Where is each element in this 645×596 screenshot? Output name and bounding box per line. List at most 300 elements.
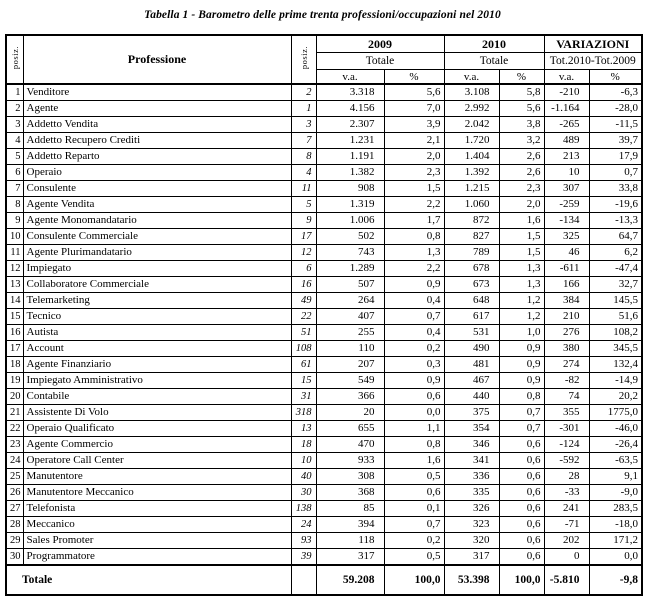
va-2010-cell: 872 [444, 213, 499, 229]
pct-2010-cell: 1,0 [499, 325, 544, 341]
rank-2010-cell: 7 [6, 181, 23, 197]
rank-2009-cell: 1 [291, 101, 316, 117]
rank-2009-cell: 138 [291, 501, 316, 517]
rank-2009-cell: 15 [291, 373, 316, 389]
rank-2010-cell: 15 [6, 309, 23, 325]
rank-2010-cell: 24 [6, 453, 23, 469]
rank-2010-cell: 11 [6, 245, 23, 261]
va-2010-cell: 346 [444, 437, 499, 453]
total-2010-header: Totale [444, 53, 544, 70]
rank-2010-cell: 3 [6, 117, 23, 133]
profession-cell: Account [23, 341, 291, 357]
profession-cell: Agente Finanziario [23, 357, 291, 373]
rank-2009-cell: 22 [291, 309, 316, 325]
va-variation-cell: 325 [544, 229, 589, 245]
pct-variation-cell: -9,0 [589, 485, 642, 501]
pct-variation-cell: -19,6 [589, 197, 642, 213]
table-caption: Tabella 1 - Barometro delle prime trenta professioni/occupazioni nel 2010 [144, 9, 501, 21]
rank-2009-cell: 61 [291, 357, 316, 373]
profession-cell: Assistente Di Volo [23, 405, 291, 421]
va-2010-cell: 320 [444, 533, 499, 549]
profession-cell: Impiegato [23, 261, 291, 277]
pct-2009-cell: 7,0 [384, 101, 444, 117]
table-row [6, 229, 642, 245]
total-2009-header: Totale [316, 53, 444, 70]
pct-2009-cell: 2,2 [384, 197, 444, 213]
pct-2009-cell: 0,1 [384, 501, 444, 517]
pct-variation-cell: 17,9 [589, 149, 642, 165]
va-variation-cell: -259 [544, 197, 589, 213]
rank-2009-cell: 4 [291, 165, 316, 181]
table-row [6, 421, 642, 437]
va-2010-cell: 1.392 [444, 165, 499, 181]
pct-2009-cell: 3,9 [384, 117, 444, 133]
va-2009-cell: 1.191 [316, 149, 384, 165]
table-footer [6, 565, 642, 595]
va-2010-cell: 1.060 [444, 197, 499, 213]
rank-2009-cell: 10 [291, 453, 316, 469]
va-2010-cell: 2.042 [444, 117, 499, 133]
pct-2009-cell: 2,0 [384, 149, 444, 165]
profession-column-header: Professione [23, 35, 291, 84]
rank-2009-cell: 5 [291, 197, 316, 213]
pct-2010-cell: 3,8 [499, 117, 544, 133]
va-variation-cell: -210 [544, 84, 589, 101]
pct-2009-cell: 5,6 [384, 84, 444, 101]
table-row [6, 181, 642, 197]
va-variation-cell: 384 [544, 293, 589, 309]
table-row [6, 325, 642, 341]
rank-2009-cell: 16 [291, 277, 316, 293]
rank-2009-cell: 13 [291, 421, 316, 437]
pct-2010-cell: 0,6 [499, 517, 544, 533]
pct-2009-cell: 1,3 [384, 245, 444, 261]
va-2009-cell: 1.231 [316, 133, 384, 149]
pct-2010-cell: 2,3 [499, 181, 544, 197]
total-pct-2009-cell: 100,0 [384, 565, 444, 595]
rank-2010-cell: 1 [6, 84, 23, 101]
table-row [6, 101, 642, 117]
rank-2010-cell: 17 [6, 341, 23, 357]
rank-2010-cell: 18 [6, 357, 23, 373]
pct-2010-cell: 1,2 [499, 293, 544, 309]
pct-2010-cell: 0,7 [499, 405, 544, 421]
pct-variation-cell: 64,7 [589, 229, 642, 245]
pct-2009-cell: 0,2 [384, 341, 444, 357]
va-variation-cell: -592 [544, 453, 589, 469]
rank-2010-cell: 27 [6, 501, 23, 517]
pct-variation-cell: 0,0 [589, 549, 642, 566]
rank-2010-cell: 8 [6, 197, 23, 213]
table-row [6, 133, 642, 149]
total-va-2009-cell: 59.208 [316, 565, 384, 595]
va-variation-cell: 166 [544, 277, 589, 293]
rank-2009-cell: 40 [291, 469, 316, 485]
pct-variation-cell: 171,2 [589, 533, 642, 549]
rank-2010-cell: 29 [6, 533, 23, 549]
table-row [6, 277, 642, 293]
rank-2010-cell: 10 [6, 229, 23, 245]
profession-cell: Agente Vendita [23, 197, 291, 213]
pct-2010-cell: 1,2 [499, 309, 544, 325]
va-2009-cell: 655 [316, 421, 384, 437]
rank-2010-cell: 4 [6, 133, 23, 149]
rank-2009-cell: 12 [291, 245, 316, 261]
va-2010-cell: 317 [444, 549, 499, 566]
va-2009-cell: 118 [316, 533, 384, 549]
rank-2010-cell: 5 [6, 149, 23, 165]
variations-sub-header: Tot.2010-Tot.2009 [544, 53, 642, 70]
pct-variation-cell: 6,2 [589, 245, 642, 261]
rank-2009-cell: 51 [291, 325, 316, 341]
pct-variation-cell: -13,3 [589, 213, 642, 229]
va-variation-cell: -611 [544, 261, 589, 277]
va-2009-cell: 20 [316, 405, 384, 421]
table-row [6, 389, 642, 405]
va-variation-cell: 241 [544, 501, 589, 517]
rank-2010-cell: 16 [6, 325, 23, 341]
rank-2010-cell: 21 [6, 405, 23, 421]
va-2009-cell: 2.307 [316, 117, 384, 133]
va-2009-cell: 1.319 [316, 197, 384, 213]
rank-2009-cell: 6 [291, 261, 316, 277]
profession-cell: Manutentore [23, 469, 291, 485]
va-2009-cell: 255 [316, 325, 384, 341]
pct-2010-cell: 5,8 [499, 84, 544, 101]
va-2010-cell: 490 [444, 341, 499, 357]
va-2010-cell: 531 [444, 325, 499, 341]
va-2010-cell: 678 [444, 261, 499, 277]
pct-variation-cell: -46,0 [589, 421, 642, 437]
va-variation-cell: 210 [544, 309, 589, 325]
va-variation-header: v.a. [544, 70, 589, 85]
pct-2009-cell: 0,3 [384, 357, 444, 373]
va-2009-cell: 1.006 [316, 213, 384, 229]
profession-cell: Autista [23, 325, 291, 341]
pct-variation-cell: 51,6 [589, 309, 642, 325]
pct-variation-cell: 1775,0 [589, 405, 642, 421]
pct-2009-cell: 1,7 [384, 213, 444, 229]
rank-2009-column-header: posiz. [291, 35, 316, 84]
va-variation-cell: -82 [544, 373, 589, 389]
pct-2009-cell: 0,4 [384, 325, 444, 341]
va-variation-cell: -1.164 [544, 101, 589, 117]
table-row [6, 437, 642, 453]
rank-2010-cell: 12 [6, 261, 23, 277]
profession-cell: Collaboratore Commerciale [23, 277, 291, 293]
va-2009-cell: 933 [316, 453, 384, 469]
total-pct-variation-cell: -9,8 [589, 565, 642, 595]
va-variation-cell: -134 [544, 213, 589, 229]
pct-2010-cell: 0,7 [499, 421, 544, 437]
va-variation-cell: 202 [544, 533, 589, 549]
table-row [6, 261, 642, 277]
pct-variation-cell: 145,5 [589, 293, 642, 309]
va-2010-cell: 335 [444, 485, 499, 501]
table-header [6, 35, 642, 84]
rank-2010-cell: 23 [6, 437, 23, 453]
pct-variation-cell: 108,2 [589, 325, 642, 341]
pct-2009-cell: 0,9 [384, 277, 444, 293]
pct-2010-cell: 0,6 [499, 501, 544, 517]
pct-variation-cell: -18,0 [589, 517, 642, 533]
pct-2009-cell: 1,5 [384, 181, 444, 197]
va-variation-cell: 380 [544, 341, 589, 357]
profession-cell: Agente Commercio [23, 437, 291, 453]
pct-2009-cell: 0,6 [384, 485, 444, 501]
table-row [6, 533, 642, 549]
pct-variation-cell: 33,8 [589, 181, 642, 197]
rank-2010-cell: 22 [6, 421, 23, 437]
pct-2010-cell: 2,6 [499, 165, 544, 181]
table-row [6, 341, 642, 357]
va-2009-cell: 3.318 [316, 84, 384, 101]
va-2010-cell: 354 [444, 421, 499, 437]
va-2010-cell: 1.215 [444, 181, 499, 197]
va-2010-cell: 3.108 [444, 84, 499, 101]
rank-2009-cell: 24 [291, 517, 316, 533]
rank-2009-cell: 30 [291, 485, 316, 501]
table-row [6, 197, 642, 213]
pct-2010-cell: 1,3 [499, 277, 544, 293]
pct-2009-cell: 2,2 [384, 261, 444, 277]
profession-cell: Operaio [23, 165, 291, 181]
table-row [6, 84, 642, 101]
profession-cell: Agente Plurimandatario [23, 245, 291, 261]
profession-cell: Consulente [23, 181, 291, 197]
rank-2010-cell: 6 [6, 165, 23, 181]
table-row [6, 309, 642, 325]
profession-cell: Operaio Qualificato [23, 421, 291, 437]
pct-2010-cell: 1,5 [499, 229, 544, 245]
va-variation-cell: 355 [544, 405, 589, 421]
table-row [6, 485, 642, 501]
va-variation-cell: 28 [544, 469, 589, 485]
rank-2010-cell: 9 [6, 213, 23, 229]
table-body [6, 84, 642, 565]
va-variation-cell: -33 [544, 485, 589, 501]
pct-variation-cell: -26,4 [589, 437, 642, 453]
va-variation-cell: 74 [544, 389, 589, 405]
pct-2010-cell: 0,6 [499, 469, 544, 485]
profession-cell: Tecnico [23, 309, 291, 325]
pct-2010-cell: 0,6 [499, 549, 544, 566]
rank-2009-cell: 18 [291, 437, 316, 453]
table-row [6, 405, 642, 421]
va-2010-cell: 789 [444, 245, 499, 261]
pct-2009-cell: 0,7 [384, 517, 444, 533]
pct-2010-cell: 2,0 [499, 197, 544, 213]
rank-2009-cell: 2 [291, 84, 316, 101]
rank-2009-cell: 318 [291, 405, 316, 421]
va-2010-cell: 336 [444, 469, 499, 485]
pct-variation-cell: 20,2 [589, 389, 642, 405]
pct-2010-cell: 0,6 [499, 453, 544, 469]
pct-2010-cell: 5,6 [499, 101, 544, 117]
va-2009-cell: 470 [316, 437, 384, 453]
table-row [6, 373, 642, 389]
rank-2010-cell: 20 [6, 389, 23, 405]
rank-2010-cell: 19 [6, 373, 23, 389]
va-2010-cell: 2.992 [444, 101, 499, 117]
va-2010-cell: 617 [444, 309, 499, 325]
va-variation-cell: 213 [544, 149, 589, 165]
profession-cell: Venditore [23, 84, 291, 101]
pct-variation-cell: 132,4 [589, 357, 642, 373]
table-row [6, 453, 642, 469]
va-variation-cell: 489 [544, 133, 589, 149]
total-label: Totale [6, 565, 291, 595]
table-row [6, 469, 642, 485]
rank-2009-cell: 93 [291, 533, 316, 549]
pct-2009-header: % [384, 70, 444, 85]
va-2010-cell: 673 [444, 277, 499, 293]
va-2010-cell: 467 [444, 373, 499, 389]
professions-barometer-table [5, 34, 643, 596]
pct-2009-cell: 0,8 [384, 437, 444, 453]
profession-cell: Meccanico [23, 517, 291, 533]
pct-2010-cell: 0,6 [499, 533, 544, 549]
va-variation-cell: 274 [544, 357, 589, 373]
table-row [6, 149, 642, 165]
va-variation-cell: -265 [544, 117, 589, 133]
rank-2010-cell: 13 [6, 277, 23, 293]
pct-2010-cell: 0,9 [499, 373, 544, 389]
va-2010-cell: 648 [444, 293, 499, 309]
profession-cell: Agente Monomandatario [23, 213, 291, 229]
profession-cell: Addetto Reparto [23, 149, 291, 165]
pct-variation-cell: -14,9 [589, 373, 642, 389]
rank-2009-cell: 31 [291, 389, 316, 405]
pct-variation-cell: 283,5 [589, 501, 642, 517]
va-2010-cell: 1.404 [444, 149, 499, 165]
profession-cell: Impiegato Amministrativo [23, 373, 291, 389]
rank-2009-cell: 49 [291, 293, 316, 309]
va-2010-cell: 323 [444, 517, 499, 533]
va-variation-cell: -301 [544, 421, 589, 437]
rank-2009-cell: 9 [291, 213, 316, 229]
rank-2010-cell: 30 [6, 549, 23, 566]
pct-2009-cell: 0,2 [384, 533, 444, 549]
total-pct-2010-cell: 100,0 [499, 565, 544, 595]
va-2010-cell: 1.720 [444, 133, 499, 149]
pct-2009-cell: 2,3 [384, 165, 444, 181]
va-2009-cell: 502 [316, 229, 384, 245]
va-variation-cell: -124 [544, 437, 589, 453]
pct-2010-cell: 1,3 [499, 261, 544, 277]
pct-variation-cell: -6,3 [589, 84, 642, 101]
va-2009-cell: 4.156 [316, 101, 384, 117]
va-2010-cell: 481 [444, 357, 499, 373]
pct-2009-cell: 0,4 [384, 293, 444, 309]
pct-variation-cell: 9,1 [589, 469, 642, 485]
va-2009-cell: 264 [316, 293, 384, 309]
rank-2009-cell: 108 [291, 341, 316, 357]
va-2009-cell: 743 [316, 245, 384, 261]
table-row [6, 517, 642, 533]
pct-variation-cell: 32,7 [589, 277, 642, 293]
rank-2010-cell: 25 [6, 469, 23, 485]
rank-2009-cell: 17 [291, 229, 316, 245]
profession-cell: Sales Promoter [23, 533, 291, 549]
profession-cell: Telemarketing [23, 293, 291, 309]
total-va-variation-cell: -5.810 [544, 565, 589, 595]
variations-group-header: VARIAZIONI [544, 35, 642, 53]
pct-variation-cell: -11,5 [589, 117, 642, 133]
table-row [6, 213, 642, 229]
va-2009-cell: 308 [316, 469, 384, 485]
va-2010-cell: 341 [444, 453, 499, 469]
rank-2009-cell: 3 [291, 117, 316, 133]
profession-cell: Contabile [23, 389, 291, 405]
va-2009-cell: 1.289 [316, 261, 384, 277]
va-variation-cell: -71 [544, 517, 589, 533]
va-2010-header: v.a. [444, 70, 499, 85]
va-2010-cell: 440 [444, 389, 499, 405]
va-2009-cell: 507 [316, 277, 384, 293]
va-2009-cell: 407 [316, 309, 384, 325]
year-2010-group-header: 2010 [444, 35, 544, 53]
pct-variation-cell: -28,0 [589, 101, 642, 117]
va-variation-cell: 276 [544, 325, 589, 341]
pct-2010-header: % [499, 70, 544, 85]
pct-2010-cell: 0,9 [499, 357, 544, 373]
va-2009-cell: 394 [316, 517, 384, 533]
profession-cell: Agente [23, 101, 291, 117]
va-2009-cell: 85 [316, 501, 384, 517]
profession-cell: Consulente Commerciale [23, 229, 291, 245]
profession-cell: Telefonista [23, 501, 291, 517]
rank-2010-cell: 26 [6, 485, 23, 501]
pct-2009-cell: 1,6 [384, 453, 444, 469]
pct-2009-cell: 0,5 [384, 549, 444, 566]
va-2009-cell: 908 [316, 181, 384, 197]
total-row [6, 565, 642, 595]
table-row [6, 293, 642, 309]
pct-2009-cell: 0,0 [384, 405, 444, 421]
va-variation-cell: 10 [544, 165, 589, 181]
va-2009-cell: 549 [316, 373, 384, 389]
pct-2009-cell: 0,9 [384, 373, 444, 389]
rank-2009-cell: 7 [291, 133, 316, 149]
pct-2009-cell: 2,1 [384, 133, 444, 149]
pct-2010-cell: 3,2 [499, 133, 544, 149]
pct-variation-cell: 345,5 [589, 341, 642, 357]
va-2009-cell: 317 [316, 549, 384, 566]
table-row [6, 501, 642, 517]
va-variation-cell: 307 [544, 181, 589, 197]
va-2009-cell: 207 [316, 357, 384, 373]
va-variation-cell: 0 [544, 549, 589, 566]
table-row [6, 357, 642, 373]
rank-2009-cell: 39 [291, 549, 316, 566]
pct-variation-header: % [589, 70, 642, 85]
pct-2010-cell: 0,6 [499, 437, 544, 453]
table-row [6, 245, 642, 261]
va-2009-cell: 366 [316, 389, 384, 405]
va-variation-cell: 46 [544, 245, 589, 261]
pct-2009-cell: 1,1 [384, 421, 444, 437]
pct-2009-cell: 0,8 [384, 229, 444, 245]
rank-2010-cell: 2 [6, 101, 23, 117]
profession-cell: Operatore Call Center [23, 453, 291, 469]
profession-cell: Programmatore [23, 549, 291, 566]
pct-2010-cell: 0,8 [499, 389, 544, 405]
profession-cell: Addetto Recupero Crediti [23, 133, 291, 149]
va-2009-cell: 1.382 [316, 165, 384, 181]
pct-2009-cell: 0,5 [384, 469, 444, 485]
rank-2009-cell: 11 [291, 181, 316, 197]
